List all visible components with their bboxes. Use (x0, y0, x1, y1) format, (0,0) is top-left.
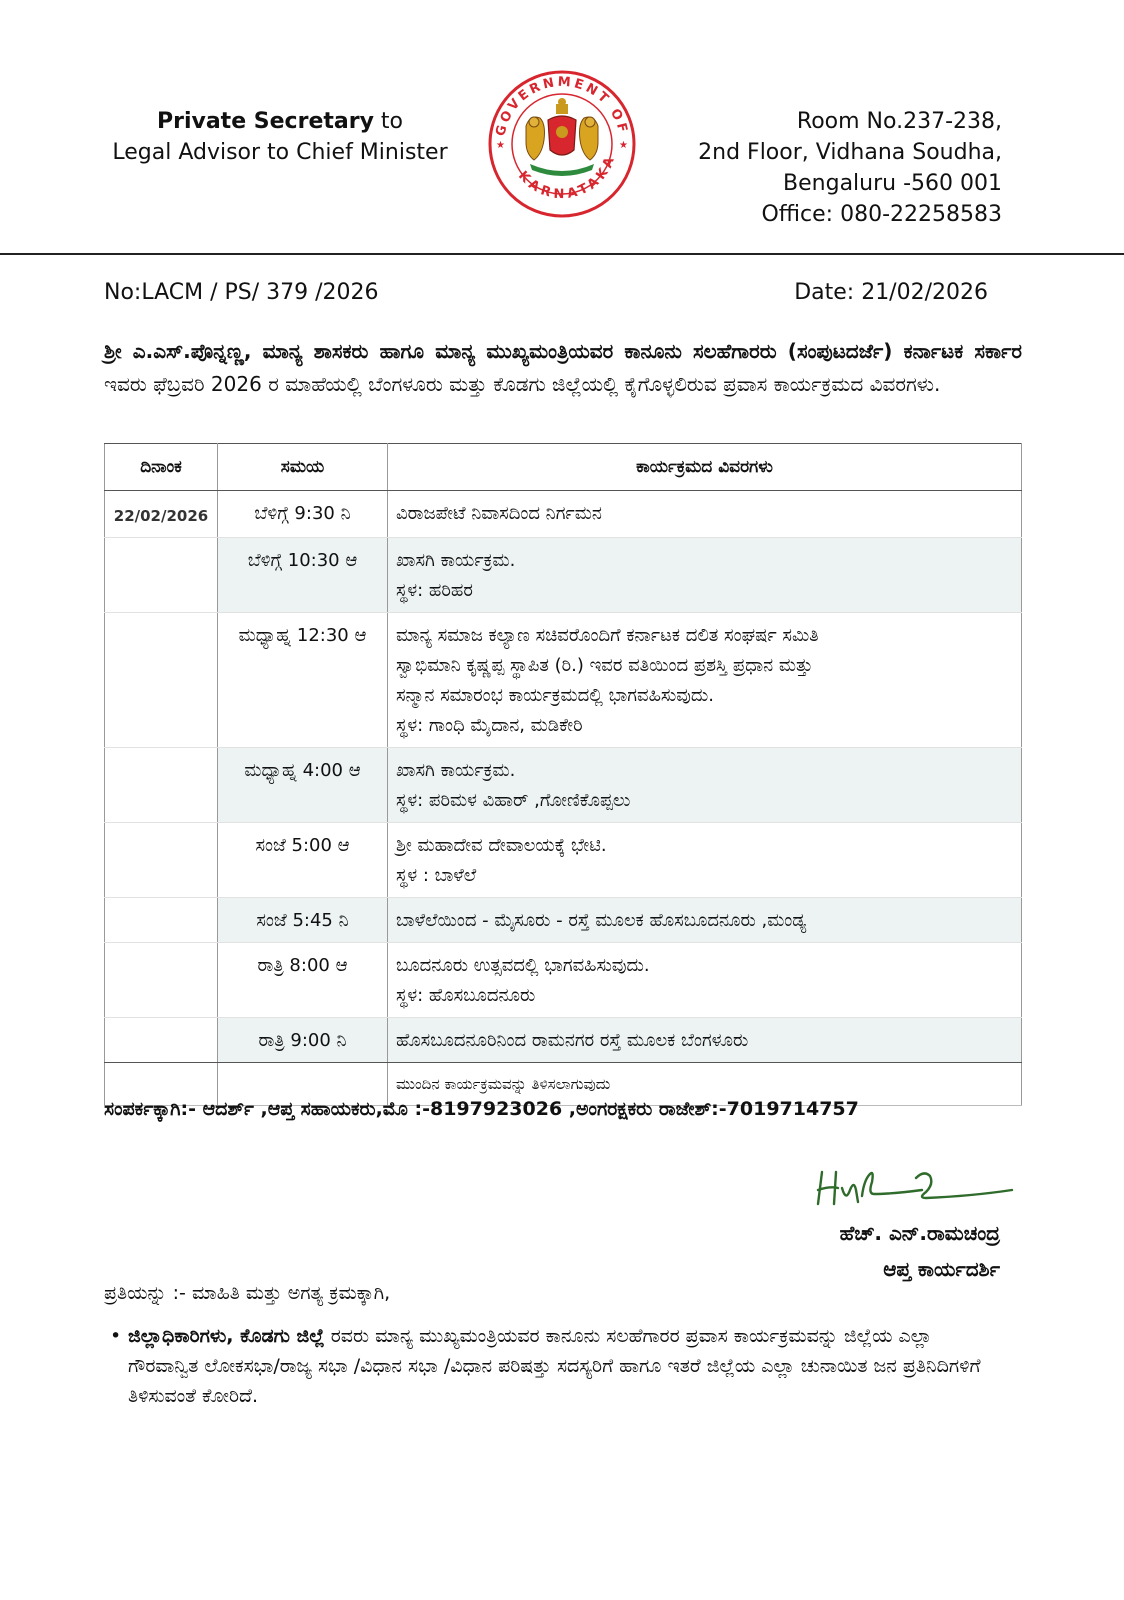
schedule-time: ಮಧ್ಯಾಹ್ನ 12:30 ಆ (218, 613, 388, 748)
detail-line: ಬಾಳೆಲೆಯಿಂದ - ಮೈಸೂರು - ರಸ್ತೆ ಮೂಲಕ ಹೊಸಬೂದನೂರು ,ಮಂಡ್ಯ (396, 910, 807, 931)
schedule-time: ಬೆಳಿಗ್ಗೆ 9:30 ನಿ (218, 491, 388, 538)
svg-text:★: ★ (496, 140, 505, 151)
col-header-date: ದಿನಾಂಕ (105, 444, 218, 491)
col-header-details: ಕಾರ್ಯಕ್ರಮದ ವಿವರಗಳು (388, 444, 1022, 491)
contact-line: ಸಂಪರ್ಕಕ್ಕಾಗಿ:- ಆದರ್ಶ್ ,ಆಪ್ತ ಸಹಾಯಕರು,ಮೊ :-8197923026 ,ಅಂಗರಕ್ಷಕರು ರಾಜೇಶ್:-7019714757 (104, 1098, 859, 1120)
schedule-row (105, 943, 1022, 1018)
schedule-date (105, 943, 218, 1018)
recipient-name: ಜಿಲ್ಲಾಧಿಕಾರಿಗಳು, ಕೊಡಗು ಜಿಲ್ಲೆ (128, 1325, 325, 1347)
schedule-date (105, 538, 218, 613)
sender-block (100, 106, 460, 168)
address-line: 2nd Floor, Vidhana Soudha, (698, 140, 1002, 165)
handwritten-signature (812, 1160, 1022, 1216)
schedule-details (388, 538, 1022, 613)
svg-text:★: ★ (619, 140, 628, 151)
schedule-date (105, 1018, 218, 1063)
schedule-date (105, 613, 218, 748)
detail-line: ಸ್ಥಳ: ಹೊಸಬೂದನೂರು (396, 985, 536, 1006)
emblem-text-bottom: KARNATAKA (515, 151, 620, 203)
signatory-block (840, 1215, 1000, 1287)
footer-note: ಮುಂದಿನ ಕಾರ್ಯಕ್ರಮವನ್ನು ತಿಳಿಸಲಾಗುವುದು (388, 1063, 1022, 1106)
detail-line: ಸ್ಥಳ: ಹರಿಹರ (396, 580, 473, 601)
copy-recipient-item (110, 1321, 990, 1411)
office-address (698, 106, 1002, 230)
schedule-time: ಸಂಜೆ 5:45 ನಿ (218, 898, 388, 943)
detail-line: ಶ್ರೀ ಮಹಾದೇವ ದೇವಾಲಯಕ್ಕೆ ಭೇಟಿ. (396, 835, 607, 856)
intro-rest: ಇವರು ಫೆಬ್ರವರಿ 2026 ರ ಮಾಹೆಯಲ್ಲಿ ಬೆಂಗಳೂರು ಮತ್ತು ಕೊಡಗು ಜಿಲ್ಲೆಯಲ್ಲಿ ಕೈಗೊಳ್ಳಲಿರುವ ಪ್ರವಾಸ ಕಾರ್ಯಕ್ರಮದ ವಿವರಗಳು. (104, 372, 941, 396)
schedule-details (388, 898, 1022, 943)
bullet-icon: • (110, 1325, 122, 1347)
recipient-instruction: ರವರು ಮಾನ್ಯ ಮುಖ್ಯಮಂತ್ರಿಯವರ ಕಾನೂನು ಸಲಹೆಗಾರರ ಪ್ರವಾಸ ಕಾರ್ಯಕ್ರಮವನ್ನು ಜಿಲ್ಲೆಯ ಎಲ್ಲಾ ಗೌರವಾನ್ವಿತ ಲೋಕಸಭಾ/ರಾಜ್ಯ ಸಭಾ /ವಿಧಾನ ಸಭಾ /ವಿಧಾನ ಪರಿಷತ್ತು ಸದಸ್ಯರಿಗೆ ಹಾಗೂ ಇತರೆ ಜಿಲ್ಲೆಯ ಎಲ್ಲಾ ಚುನಾಯಿತ ಜನ ಪ್ರತಿನಿದಿಗಳಿಗೆ ತಿಳಿಸುವಂತೆ ಕೋರಿದೆ. (128, 1325, 981, 1407)
address-line: Room No.237-238, (796, 109, 1002, 134)
schedule-date (105, 898, 218, 943)
detail-line: ಸ್ಥಳ: ಗಾಂಧಿ ಮೈದಾನ, ಮಡಿಕೇರಿ (396, 715, 583, 736)
detail-line: ಬೂದನೂರು ಉತ್ಸವದಲ್ಲಿ ಭಾಗವಹಿಸುವುದು. (396, 955, 650, 976)
schedule-details (388, 1018, 1022, 1063)
schedule-details (388, 491, 1022, 538)
schedule-time: ಮಧ್ಯಾಹ್ನ 4:00 ಆ (218, 748, 388, 823)
office-phone: Office: 080-22258583 (761, 202, 1002, 227)
detail-line: ವಿರಾಜಪೇಟೆ ನಿವಾಸದಿಂದ ನಿರ್ಗಮನ (396, 503, 602, 524)
schedule-details (388, 613, 1022, 748)
detail-line: ಖಾಸಗಿ ಕಾರ್ಯಕ್ರಮ. (396, 550, 516, 571)
schedule-date: 22/02/2026 (105, 491, 218, 538)
sender-title: Private Secretary (156, 109, 374, 134)
schedule-date (105, 823, 218, 898)
schedule-row (105, 1018, 1022, 1063)
schedule-row (105, 613, 1022, 748)
detail-line: ಸ್ಥಳ : ಬಾಳೆಲೆ (396, 865, 477, 886)
table-header-row (105, 444, 1022, 491)
reference-number: No:LACM / PS/ 379 /2026 (104, 280, 379, 305)
detail-line: ಹೊಸಬೂದನೂರಿನಿಂದ ರಾಮನಗರ ರಸ್ತೆ ಮೂಲಕ ಬೆಂಗಳೂರು (396, 1030, 749, 1051)
svg-text:KARNATAKA (515, 152, 619, 202)
schedule-details (388, 943, 1022, 1018)
detail-line: ಸ್ಥಳ: ಪರಿಮಳ ವಿಹಾರ್ ,ಗೋಣಿಕೊಪ್ಪಲು (396, 790, 631, 811)
sender-office: Legal Advisor to Chief Minister (112, 140, 448, 165)
detail-line: ಸನ್ಮಾನ ಸಮಾರಂಭ ಕಾರ್ಯಕ್ರಮದಲ್ಲಿ ಭಾಗವಹಿಸುವುದು. (396, 685, 714, 706)
schedule-time: ರಾತ್ರಿ 8:00 ಆ (218, 943, 388, 1018)
schedule-time: ಸಂಜೆ 5:00 ಆ (218, 823, 388, 898)
schedule-table (104, 443, 1022, 1106)
schedule-details (388, 748, 1022, 823)
schedule-time: ರಾತ್ರಿ 9:00 ನಿ (218, 1018, 388, 1063)
schedule-row (105, 898, 1022, 943)
intro-paragraph (104, 335, 1022, 401)
emblem-text-top: GOVERNMENT OF (493, 74, 631, 138)
detail-line: ಸ್ವಾಭಿಮಾನಿ ಕೃಷ್ಣಪ್ಪ ಸ್ಥಾಪಿತ (ರಿ.) ಇವರ ವತಿಯಿಂದ ಪ್ರಶಸ್ತಿ ಪ್ರಧಾನ ಮತ್ತು (396, 655, 813, 676)
signatory-designation: ಆಪ್ತ ಕಾರ್ಯದರ್ಶಿ (883, 1257, 1000, 1281)
karnataka-emblem-seal (486, 68, 638, 220)
sender-title-to: to (373, 109, 404, 134)
col-header-time: ಸಮಯ (218, 444, 388, 491)
copy-to-label: ಪ್ರತಿಯನ್ನು :- ಮಾಹಿತಿ ಮತ್ತು ಅಗತ್ಯ ಕ್ರಮಕ್ಕಾಗಿ, (104, 1282, 391, 1304)
intro-bold: ಶ್ರೀ ಎ.ಎಸ್.ಪೊನ್ನಣ್ಣ, ಮಾನ್ಯ ಶಾಸಕರು ಹಾಗೂ ಮಾನ್ಯ ಮುಖ್ಯಮಂತ್ರಿಯವರ ಕಾನೂನು ಸಲಹೆಗಾರರು (ಸಂಪುಟದರ್ಜೆ) ಕರ್ನಾಟಕ ಸರ್ಕಾರ (104, 339, 1022, 363)
detail-line: ಮಾನ್ಯ ಸಮಾಜ ಕಲ್ಯಾಣ ಸಚಿವರೊಂದಿಗೆ ಕರ್ನಾಟಕ ದಲಿತ ಸಂಘರ್ಷ ಸಮಿತಿ (396, 625, 819, 646)
schedule-date (105, 748, 218, 823)
gandabherunda-crest-icon (526, 98, 598, 176)
schedule-row (105, 748, 1022, 823)
schedule-row (105, 823, 1022, 898)
schedule-row (105, 538, 1022, 613)
header-divider (0, 253, 1124, 255)
schedule-time: ಬೆಳಿಗ್ಗೆ 10:30 ಆ (218, 538, 388, 613)
signatory-name: ಹೆಚ್. ಎನ್.ರಾಮಚಂದ್ರ (839, 1221, 1000, 1245)
schedule-details (388, 823, 1022, 898)
detail-line: ಖಾಸಗಿ ಕಾರ್ಯಕ್ರಮ. (396, 760, 516, 781)
schedule-row (105, 491, 1022, 538)
address-line: Bengaluru -560 001 (783, 171, 1002, 196)
letter-date: Date: 21/02/2026 (794, 280, 988, 305)
